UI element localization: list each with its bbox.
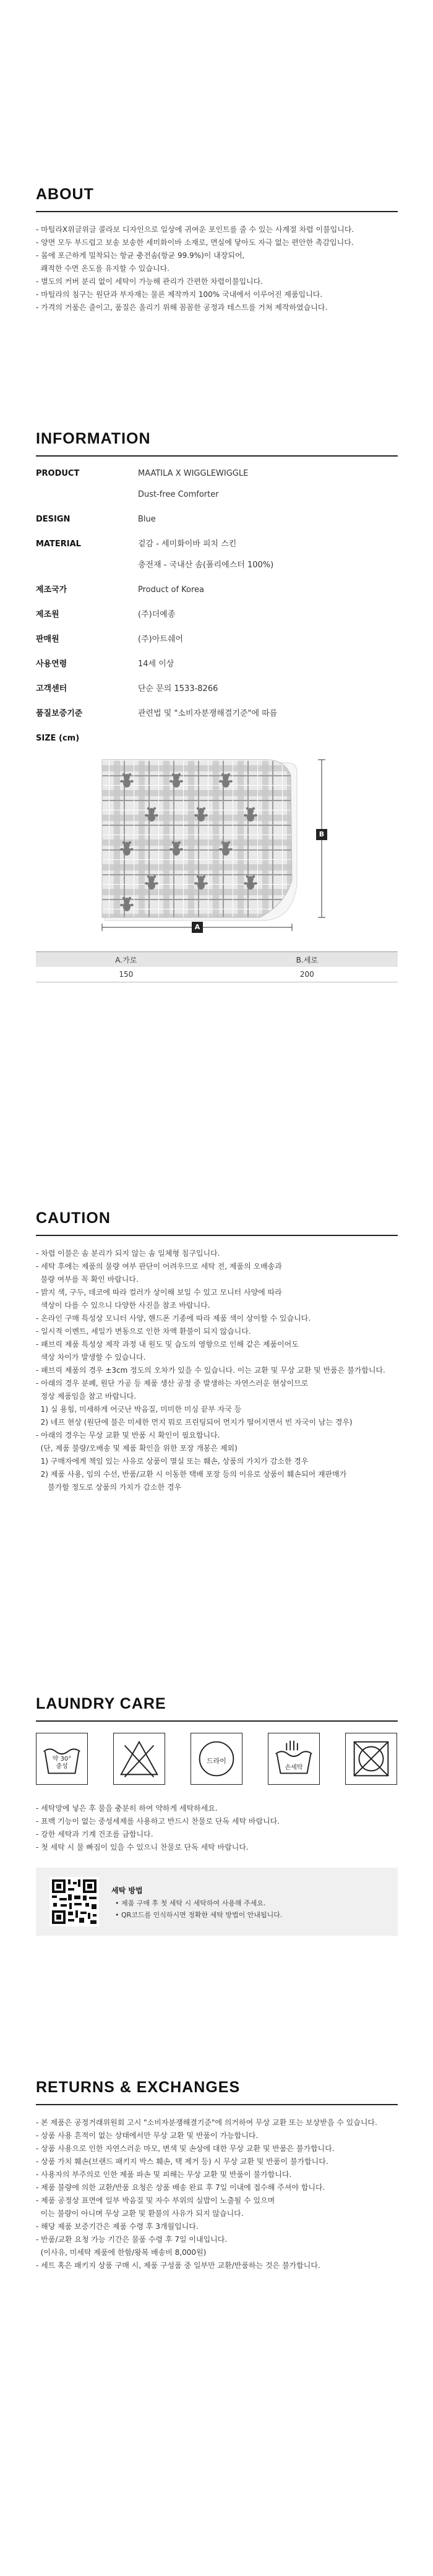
info-row: [36, 538, 398, 559]
info-value: MAATILA X WIGGLEWIGGLE: [138, 469, 249, 478]
caution-line: - 세탁 후에는 제품의 물량 여부 판단이 어려우므로 세탁 전, 제품의 오배송과: [36, 1262, 282, 1271]
returns-line: - 제품 공정상 표면에 일부 박음질 및 자수 부위의 실밥이 노출될 수 있으며: [36, 2196, 275, 2205]
info-row: [36, 708, 398, 732]
returns-line: - 상품 사용 흔적이 없는 상태에서만 무상 교환 및 반품이 가능합니다.: [36, 2131, 259, 2140]
info-value: 관련법 및 "소비자분쟁해결기준"에 따름: [138, 709, 278, 718]
caution-line: 1) 실 용힘, 미세하게 어긋난 박음질, 미미한 미싱 끝부 자국 등: [36, 1405, 242, 1414]
info-row: [36, 468, 398, 489]
information-divider: [36, 455, 398, 457]
info-value: Blue: [138, 515, 156, 524]
qr-code-icon[interactable]: [49, 1877, 99, 1926]
size-table: [36, 951, 398, 982]
no-tumble-dry-icon: [345, 1733, 397, 1785]
info-value: (주)더예종: [138, 610, 176, 619]
caution-line: 불량 여부를 꼭 확인 바랍니다.: [36, 1275, 139, 1284]
caution-line: 2) 네프 현상 (원단에 불은 미세한 먼지 뭐로 프린팅되어 먼지가 떨어지면서 빈 자국이 남는 경우): [36, 1418, 353, 1427]
laundry-section: [36, 1695, 398, 1936]
laundry-line: - 세탁망에 넣은 후 물을 충분히 하여 약하게 세탁하세요.: [36, 1804, 218, 1813]
laundry-line: - 강한 세탁과 기계 건조를 금합니다.: [36, 1830, 153, 1839]
about-line: - 마틸라X위글위글 콜라보 디자인으로 일상에 귀여운 포인트를 줄 수 있는 사계절 차렵 이불입니다.: [36, 225, 354, 234]
info-label: [36, 489, 138, 513]
caution-line: - 패브릭 제품 특성상 제작 과정 내 원도 및 습도의 영향으로 인해 같은 제품이어도: [36, 1340, 299, 1349]
about-line: - 가격의 거품은 줄이고, 품질은 올리기 위해 꼼꼼한 공정과 테스트를 거쳐 제작하였습니다.: [36, 303, 328, 312]
laundry-line: - 표백 기능이 없는 중성세제를 사용하고 반드시 찬물로 단독 세탁 바랍니다.: [36, 1817, 280, 1826]
size-header-length: B.세로: [216, 952, 398, 968]
info-row: [36, 609, 398, 633]
returns-line: 이는 불량이 아니며 무상 교환 및 환불의 사유가 되지 않습니다.: [36, 2209, 244, 2218]
about-line: - 양면 모두 부드럽고 보송 보송한 세미화이바 소재로, 면실에 닿아도 자극 없는 편안한 촉감입니다.: [36, 238, 354, 247]
caution-line: - 아래의 경우 분폐, 원단 가공 등 제품 생산 공정 중 발생하는 자연스러운 현상이므로: [36, 1379, 309, 1388]
caution-line: - 일시적 이벤트, 세일가 변동으로 인한 차액 환불이 되지 않습니다.: [36, 1327, 251, 1336]
about-divider: [36, 211, 398, 212]
information-section: [36, 430, 398, 751]
caution-divider: [36, 1235, 398, 1236]
caution-line: 1) 구매자에게 책임 있는 사유로 상품이 멸실 또는 훼손, 상품의 가치가 감소한 경우: [36, 1457, 309, 1466]
info-label: 제조원: [36, 610, 59, 619]
information-title: INFORMATION: [36, 430, 151, 447]
info-label: 제조국가: [36, 585, 67, 595]
dim-a-label: A: [192, 922, 203, 933]
dry-clean-text: 드라이: [207, 1757, 226, 1765]
size-length-value: 200: [216, 967, 398, 982]
returns-line: - 상품 가치 훼손(브랜드 패키지 박스 훼손, 택 제거 등) 시 무상 교환 및 반품이 불가합니다.: [36, 2157, 328, 2166]
about-line: 쾌적한 수면 온도를 유지할 수 있습니다.: [36, 264, 169, 273]
info-value: 14세 이상: [138, 659, 174, 669]
info-row: [36, 658, 398, 683]
info-row: [36, 513, 398, 538]
caution-line: - 온라인 구매 특성상 모니터 사양, 핸드폰 기종에 따라 제품 색이 상이할 수 있습니다.: [36, 1314, 311, 1323]
caution-line: (단, 제품 불량/오배송 및 제품 확인을 위한 포장 개봉은 제외): [36, 1444, 238, 1453]
caution-section: [36, 1209, 398, 1494]
info-value: 겉감 - 세미화이바 피치 스킨: [138, 539, 237, 549]
info-label: PRODUCT: [36, 469, 80, 478]
about-line: - 별도의 커버 분리 없이 세탁이 가능해 관리가 간편한 차렵이불입니다.: [36, 277, 264, 286]
caution-line: 색상이 다를 수 있으니 다양한 사진을 참조 바랍니다.: [36, 1301, 210, 1310]
caution-list: [36, 1247, 398, 1494]
laundry-line: - 첫 세탁 시 물 빠짐이 있을 수 있으니 찬물로 단독 세탁 바랍니다.: [36, 1843, 249, 1852]
qr-title: 세탁 방법: [111, 1886, 143, 1895]
returns-line: (이사유, 미세탁 제품에 한함/왕복 배송비 8,000원): [36, 2248, 207, 2257]
caution-line: 불가할 정도로 상품의 가치가 감소한 경우: [36, 1483, 182, 1492]
size-table-header: [36, 952, 398, 968]
info-row: [36, 584, 398, 609]
info-label: 고객센터: [36, 684, 67, 693]
dry-clean-icon: [191, 1733, 242, 1785]
about-list: [36, 223, 398, 314]
info-label: DESIGN: [36, 515, 71, 524]
info-value: Dust-free Comforter: [138, 490, 219, 499]
info-label: 판매원: [36, 635, 59, 644]
laundry-divider: [36, 1720, 398, 1722]
hand-wash-icon: [268, 1733, 320, 1785]
size-table-row: [36, 967, 398, 982]
info-value: (주)아트쉐어: [138, 635, 183, 644]
info-row: [36, 683, 398, 708]
info-value: 충전재 - 국내산 솜(폴리에스터 100%): [138, 560, 274, 570]
info-label: MATERIAL: [36, 539, 81, 549]
about-section: [36, 186, 398, 314]
dim-b-label: B: [316, 829, 327, 840]
caution-line: - 아래의 경우는 무상 교환 및 반품 시 확인이 필요합니다.: [36, 1431, 220, 1440]
about-line: - 몸에 포근하게 밀착되는 항균 충전솜(항균 99.9%)이 내장되어,: [36, 251, 245, 260]
about-title: ABOUT: [36, 186, 94, 203]
caution-line: - 밝지 색, 구두, 데코에 따라 컬러가 상이해 보일 수 있고 모니터 사양에 따라: [36, 1288, 282, 1297]
info-row: [36, 489, 398, 513]
caution-line: 2) 제품 사용, 임의 수선, 반품/교환 시 이동한 택배 포장 등의 이유로 상품이 훼손되어 재판매가: [36, 1470, 347, 1479]
info-label: 품질보증기준: [36, 709, 83, 718]
caution-line: - 차렵 이불은 솜 분리가 되지 않는 솜 일체형 침구입니다.: [36, 1249, 220, 1258]
laundry-icons: [36, 1733, 398, 1795]
wash-30-icon: [36, 1733, 88, 1785]
info-row: [36, 559, 398, 584]
info-row: [36, 732, 398, 751]
returns-section: [36, 2079, 398, 2272]
caution-line: - 패브릭 제품의 경우 ±3cm 정도의 오차가 있을 수 있습니다. 이는 교환 및 무상 교환 및 반품은 불가합니다.: [36, 1366, 385, 1375]
returns-line: - 세트 혹은 패키지 상품 구매 시, 제품 구성품 중 일부만 교환/반품하는 것은 불가합니다.: [36, 2261, 320, 2270]
info-label: SIZE (cm): [36, 734, 80, 743]
returns-divider: [36, 2104, 398, 2105]
info-row: [36, 633, 398, 658]
qr-text: [115, 1897, 282, 1921]
returns-list: [36, 2116, 398, 2272]
info-value: 단순 문의 1533-8266: [138, 684, 218, 693]
laundry-title: LAUNDRY CARE: [36, 1695, 166, 1712]
qr-line: • 제품 구매 후 첫 세탁 시 세탁하여 사용해 주세요.: [115, 1899, 266, 1907]
no-bleach-icon: [113, 1733, 165, 1785]
qr-info-box: [36, 1868, 398, 1936]
comforter-image: [80, 757, 353, 933]
returns-line: - 상품 사용으로 인한 자연스러운 마모, 변색 및 손상에 대한 무상 교환 및 반품은 불가합니다.: [36, 2144, 335, 2153]
size-header-width: A.가로: [36, 952, 216, 968]
size-width-value: 150: [36, 967, 216, 982]
hand-wash-text: 손세탁: [285, 1764, 303, 1771]
caution-title: CAUTION: [36, 1209, 111, 1227]
info-label: 사용연령: [36, 659, 67, 669]
returns-line: - 사용자의 부주의로 인한 제품 파손 및 피해는 무상 교환 및 반품이 불가합니다.: [36, 2170, 292, 2179]
laundry-list: [36, 1802, 398, 1854]
info-label: [36, 559, 138, 584]
qr-line: • QR코드를 인식하시면 정확한 세탁 방법이 안내됩니다.: [115, 1911, 283, 1919]
returns-line: - 제품 불량에 의한 교환/반품 요청은 상품 배송 완료 후 7일 이내에 접수해 주셔야 합니다.: [36, 2183, 325, 2192]
comforter-illustration: [80, 757, 353, 933]
caution-line: 색상 차이가 발생할 수 있습니다.: [36, 1353, 146, 1362]
returns-line: - 반품/교환 요청 가능 기간은 물품 수령 후 7일 이내입니다.: [36, 2235, 228, 2244]
info-value: Product of Korea: [138, 585, 205, 595]
about-line: - 마틸라의 침구는 원단과 부자재는 물론 제작까지 100% 국내에서 이루어진 제품입니다.: [36, 290, 323, 299]
returns-line: - 본 제품은 공정거래위원회 고시 "소비자분쟁해결기준"에 의거하여 무상 교환 또는 보상받을 수 있습니다.: [36, 2118, 377, 2127]
returns-title: RETURNS & EXCHANGES: [36, 2079, 241, 2096]
info-table: [36, 468, 398, 751]
returns-line: - 해당 제품 보증기간은 제품 수령 후 3개월입니다.: [36, 2222, 199, 2231]
wash-30-text: 약 30° 중성: [52, 1756, 72, 1770]
caution-line: 정상 제품임을 참고 바랍니다.: [36, 1392, 136, 1401]
